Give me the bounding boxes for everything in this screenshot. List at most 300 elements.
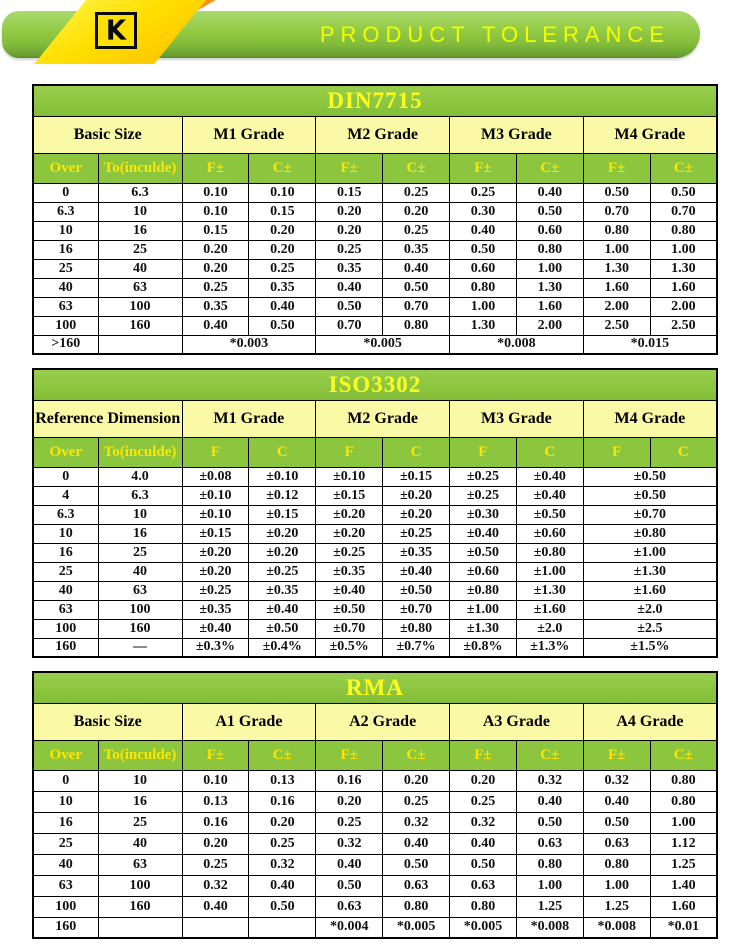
table-cell: 0.10 [249, 183, 316, 202]
table-cell: 0.20 [316, 221, 383, 240]
table-cell: 0.32 [383, 812, 450, 833]
column-group-header: M3 Grade [450, 116, 584, 153]
table-cell: 2.00 [583, 297, 650, 316]
table-cell: ±0.12 [249, 486, 316, 505]
table-cell: 0.20 [450, 770, 517, 791]
table-cell: 0.25 [182, 854, 249, 875]
table-cell: *0.005 [316, 335, 450, 354]
table-cell: 0.13 [249, 770, 316, 791]
table-title: DIN7715 [33, 85, 717, 116]
column-group-header: Basic Size [33, 703, 182, 740]
table-cell: 1.30 [516, 278, 583, 297]
table-cell: 40 [33, 581, 98, 600]
table-cell: 0.25 [316, 240, 383, 259]
table-row [33, 600, 717, 619]
table-cell: 63 [33, 875, 98, 896]
table-cell: 0.10 [182, 202, 249, 221]
table-cell: 0 [33, 770, 98, 791]
table-row [33, 770, 717, 791]
logo-k-mark [95, 12, 137, 49]
table-cell: 6.3 [98, 486, 182, 505]
table-cell: 0.20 [249, 221, 316, 240]
table-cell: ±0.15 [249, 505, 316, 524]
column-header: C± [383, 740, 450, 770]
table-cell: 16 [33, 812, 98, 833]
table-cell: ±0.15 [182, 524, 249, 543]
table-cell: ±0.10 [316, 467, 383, 486]
table-cell: 2.00 [516, 316, 583, 335]
column-header: F± [450, 740, 517, 770]
table-cell: 0.40 [583, 791, 650, 812]
table-cell: 1.00 [516, 259, 583, 278]
table-cell: 0.35 [249, 278, 316, 297]
column-header: To(inculde) [98, 153, 182, 183]
table-cell: 0.10 [182, 770, 249, 791]
table-cell: ±0.40 [316, 581, 383, 600]
table-cell: 0.40 [383, 259, 450, 278]
table-cell: 160 [33, 638, 98, 657]
table-cell: ±2.5 [583, 619, 717, 638]
table-cell: 100 [33, 896, 98, 917]
table-row [33, 854, 717, 875]
table-cell: 0.70 [583, 202, 650, 221]
table-cell: 0.25 [450, 183, 517, 202]
table-cell: ±2.0 [516, 619, 583, 638]
table-row [33, 638, 717, 657]
table-cell: ±0.15 [316, 486, 383, 505]
table-title: RMA [33, 672, 717, 703]
table-cell [98, 917, 182, 938]
din7715-table [32, 84, 718, 355]
column-header: F± [583, 153, 650, 183]
table-cell: ±1.30 [583, 562, 717, 581]
table-cell: 1.25 [583, 896, 650, 917]
table-cell: ±0.40 [383, 562, 450, 581]
table-cell: ±0.25 [450, 467, 517, 486]
table-row [33, 833, 717, 854]
table-cell: 0.40 [516, 183, 583, 202]
table-cell: 0.25 [383, 221, 450, 240]
table-cell: 0.25 [450, 791, 517, 812]
table-cell: 0.35 [383, 240, 450, 259]
table-cell: ±0.40 [249, 600, 316, 619]
table-cell: ±0.20 [182, 562, 249, 581]
table-cell: 0.32 [182, 875, 249, 896]
column-header: F [450, 437, 517, 467]
table-cell: 0.35 [316, 259, 383, 278]
table-cell: 0.50 [450, 854, 517, 875]
table-cell: ±0.50 [450, 543, 517, 562]
table-row [33, 297, 717, 316]
column-header: To(inculde) [98, 740, 182, 770]
table-cell: 160 [98, 316, 182, 335]
table-row [33, 896, 717, 917]
table-row [33, 183, 717, 202]
table-cell: 0.16 [249, 791, 316, 812]
column-header: C± [516, 740, 583, 770]
table-row [33, 202, 717, 221]
column-header: F± [316, 153, 383, 183]
table-cell: 1.00 [583, 875, 650, 896]
table-cell: 0.20 [383, 770, 450, 791]
table-cell: 0.80 [450, 278, 517, 297]
table-cell: 0.50 [450, 240, 517, 259]
table-cell: 1.00 [650, 812, 717, 833]
table-cell: 100 [33, 316, 98, 335]
table-cell: ±1.60 [583, 581, 717, 600]
table-cell: ±0.10 [249, 467, 316, 486]
table-cell: 0.50 [516, 812, 583, 833]
table-cell: ±0.80 [583, 524, 717, 543]
table-cell: 0.50 [249, 316, 316, 335]
table-cell: 10 [33, 791, 98, 812]
table-cell: 0.30 [450, 202, 517, 221]
table-cell: ±0.25 [182, 581, 249, 600]
table-cell: 0.63 [316, 896, 383, 917]
table-cell: ±1.30 [516, 581, 583, 600]
table-cell [249, 917, 316, 938]
table-cell: 0.40 [450, 833, 517, 854]
table-cell: ±0.25 [249, 562, 316, 581]
table-cell: ±0.3% [182, 638, 249, 657]
table-cell: ±1.30 [450, 619, 517, 638]
table-cell: 40 [33, 854, 98, 875]
table-cell: 0.70 [383, 297, 450, 316]
column-header-row [33, 437, 717, 467]
table-cell: ±0.5% [316, 638, 383, 657]
table-cell: 0.15 [182, 221, 249, 240]
table-cell: *0.008 [450, 335, 584, 354]
table-cell: 6.3 [98, 183, 182, 202]
table-cell: 0.80 [383, 316, 450, 335]
table-cell: 1.40 [650, 875, 717, 896]
table-cell: 0.25 [249, 833, 316, 854]
group-header-row [33, 703, 717, 740]
column-header: C± [249, 153, 316, 183]
table-cell: 16 [33, 240, 98, 259]
table-title: ISO3302 [33, 369, 717, 400]
table-cell: 2.00 [650, 297, 717, 316]
table-cell: 1.12 [650, 833, 717, 854]
table-title-row [33, 85, 717, 116]
table-cell: 0.50 [383, 854, 450, 875]
table-cell: *0.003 [182, 335, 316, 354]
table-cell: 1.60 [650, 896, 717, 917]
page-header [0, 0, 750, 80]
table-cell: 16 [33, 543, 98, 562]
table-cell: 0.16 [316, 770, 383, 791]
table-cell: 0.35 [182, 297, 249, 316]
table-cell: 0.40 [182, 896, 249, 917]
table-cell: 25 [33, 562, 98, 581]
table-cell: ±0.35 [182, 600, 249, 619]
table-cell: ±0.10 [182, 505, 249, 524]
rma-table [32, 671, 718, 939]
table-cell: 0.20 [182, 259, 249, 278]
column-header: F± [450, 153, 517, 183]
table-row [33, 240, 717, 259]
column-header: F [583, 437, 650, 467]
table-cell: 0.80 [516, 240, 583, 259]
table-cell [98, 335, 182, 354]
table-cell: 0.63 [450, 875, 517, 896]
table-cell: *0.008 [516, 917, 583, 938]
table-cell: 0.50 [316, 297, 383, 316]
table-cell: ±0.20 [249, 524, 316, 543]
table-cell: ±0.15 [383, 467, 450, 486]
table-row [33, 619, 717, 638]
table-cell: 1.60 [583, 278, 650, 297]
table-row [33, 278, 717, 297]
column-group-header: A2 Grade [316, 703, 450, 740]
table-cell: ±0.25 [316, 543, 383, 562]
table-cell: ±0.10 [182, 486, 249, 505]
column-group-header: A1 Grade [182, 703, 316, 740]
table-cell: 0.40 [316, 278, 383, 297]
column-header: F [316, 437, 383, 467]
table-cell: ±1.60 [516, 600, 583, 619]
table-cell: ±0.50 [583, 467, 717, 486]
table-cell: 2.50 [650, 316, 717, 335]
table-cell: 40 [98, 833, 182, 854]
table-row [33, 467, 717, 486]
table-row [33, 543, 717, 562]
table-cell: 0.80 [450, 896, 517, 917]
table-cell: 40 [98, 562, 182, 581]
column-header: F± [182, 153, 249, 183]
table-cell: ±0.50 [316, 600, 383, 619]
table-cell: *0.004 [316, 917, 383, 938]
table-cell: 0.40 [182, 316, 249, 335]
table-cell: 0.20 [182, 240, 249, 259]
table-cell: 0.20 [316, 202, 383, 221]
column-group-header: M2 Grade [316, 116, 450, 153]
column-header: C± [650, 153, 717, 183]
table-cell: *0.005 [450, 917, 517, 938]
table-cell: 0.63 [383, 875, 450, 896]
table-cell: 0.60 [516, 221, 583, 240]
table-cell: 1.00 [450, 297, 517, 316]
table-cell: ±0.40 [516, 486, 583, 505]
table-cell: 0.80 [516, 854, 583, 875]
table-cell: 10 [33, 221, 98, 240]
table-cell: 0.25 [383, 183, 450, 202]
table-cell: 0.63 [583, 833, 650, 854]
table-cell: 0.63 [516, 833, 583, 854]
table-cell: ±1.00 [583, 543, 717, 562]
table-cell: ±0.80 [383, 619, 450, 638]
table-cell: ±0.20 [316, 505, 383, 524]
table-cell: 0.50 [516, 202, 583, 221]
table-cell: >160 [33, 335, 98, 354]
table-cell: ±0.40 [516, 467, 583, 486]
table-cell: *0.005 [383, 917, 450, 938]
table-cell: ±0.60 [450, 562, 517, 581]
column-group-header: A4 Grade [583, 703, 717, 740]
table-cell: 0.50 [316, 875, 383, 896]
table-cell: 1.25 [516, 896, 583, 917]
table-cell: 1.00 [516, 875, 583, 896]
column-group-header: Reference Dimension [33, 400, 182, 437]
table-cell: 100 [33, 619, 98, 638]
table-row [33, 791, 717, 812]
logo-letter: K [105, 14, 127, 47]
table-cell: ±0.25 [450, 486, 517, 505]
column-group-header: A3 Grade [450, 703, 584, 740]
table-cell: 1.00 [650, 240, 717, 259]
column-header: To(inculde) [98, 437, 182, 467]
group-header-row [33, 400, 717, 437]
table-row [33, 335, 717, 354]
column-group-header: M4 Grade [583, 116, 717, 153]
table-cell: 0 [33, 183, 98, 202]
table-cell: 10 [98, 505, 182, 524]
table-cell: 0.40 [516, 791, 583, 812]
table-cell: 0.10 [182, 183, 249, 202]
table-cell: 0.50 [383, 278, 450, 297]
column-header: C± [249, 740, 316, 770]
table-row [33, 316, 717, 335]
column-group-header: Basic Size [33, 116, 182, 153]
column-header-row [33, 740, 717, 770]
table-cell: 0.40 [450, 221, 517, 240]
table-cell: 25 [98, 543, 182, 562]
table-row [33, 917, 717, 938]
table-cell: 0.80 [583, 854, 650, 875]
table-cell: — [98, 638, 182, 657]
table-cell: ±0.50 [516, 505, 583, 524]
table-cell: 0.40 [316, 854, 383, 875]
table-cell: 1.25 [650, 854, 717, 875]
table-cell: 0.60 [450, 259, 517, 278]
table-cell: 0.80 [650, 791, 717, 812]
table-cell: 25 [33, 833, 98, 854]
table-cell: ±0.70 [383, 600, 450, 619]
table-cell: 0.20 [182, 833, 249, 854]
table-cell: 0.20 [383, 202, 450, 221]
column-header-row [33, 153, 717, 183]
table-cell: ±1.00 [450, 600, 517, 619]
table-cell: ±0.20 [383, 505, 450, 524]
table-cell: ±0.8% [450, 638, 517, 657]
table-cell: ±0.40 [182, 619, 249, 638]
column-group-header: M3 Grade [450, 400, 584, 437]
table-cell: ±2.0 [583, 600, 717, 619]
table-cell: ±0.35 [316, 562, 383, 581]
column-header: C± [383, 153, 450, 183]
table-cell: 6.3 [33, 505, 98, 524]
table-cell: 10 [33, 524, 98, 543]
table-cell: 40 [33, 278, 98, 297]
table-cell: 0.80 [650, 770, 717, 791]
table-cell: ±0.40 [450, 524, 517, 543]
column-header: F± [316, 740, 383, 770]
table-title-row [33, 672, 717, 703]
table-cell: ±1.00 [516, 562, 583, 581]
table-cell: 0.16 [182, 812, 249, 833]
table-cell: 0.15 [249, 202, 316, 221]
table-cell: 63 [98, 581, 182, 600]
table-cell: 100 [98, 875, 182, 896]
table-cell: 25 [33, 259, 98, 278]
column-group-header: M2 Grade [316, 400, 450, 437]
table-cell: 0.32 [249, 854, 316, 875]
table-cell: 0.20 [249, 240, 316, 259]
table-cell: 16 [98, 221, 182, 240]
table-cell: 0.32 [583, 770, 650, 791]
table-cell: 2.50 [583, 316, 650, 335]
table-cell: 6.3 [33, 202, 98, 221]
table-cell: 1.60 [516, 297, 583, 316]
page-title: PRODUCT TOLERANCE [319, 21, 670, 47]
table-cell: ±0.50 [583, 486, 717, 505]
table-cell: ±0.4% [249, 638, 316, 657]
table-cell: 1.60 [650, 278, 717, 297]
table-cell: ±0.70 [316, 619, 383, 638]
table-cell: ±0.80 [450, 581, 517, 600]
table-cell: ±0.35 [383, 543, 450, 562]
table-cell: 0.80 [583, 221, 650, 240]
table-row [33, 221, 717, 240]
column-group-header: M1 Grade [182, 400, 316, 437]
table-cell: 0.40 [249, 297, 316, 316]
table-row [33, 486, 717, 505]
column-header: C± [516, 153, 583, 183]
column-group-header: M4 Grade [583, 400, 717, 437]
table-cell: 0.25 [316, 812, 383, 833]
table-cell: ±0.20 [249, 543, 316, 562]
table-cell: ±0.50 [249, 619, 316, 638]
table-cell: ±0.7% [383, 638, 450, 657]
table-cell: 100 [98, 600, 182, 619]
table-cell: 1.30 [583, 259, 650, 278]
table-cell: 0.32 [316, 833, 383, 854]
table-cell: 10 [98, 770, 182, 791]
table-cell: 160 [33, 917, 98, 938]
table-cell: *0.008 [583, 917, 650, 938]
table-cell: 100 [98, 297, 182, 316]
table-cell: ±1.5% [583, 638, 717, 657]
table-cell: 1.30 [450, 316, 517, 335]
table-cell: ±0.70 [583, 505, 717, 524]
table-row [33, 505, 717, 524]
table-cell: ±0.50 [383, 581, 450, 600]
table-cell: 63 [98, 854, 182, 875]
table-cell: ±0.20 [316, 524, 383, 543]
group-header-row [33, 116, 717, 153]
table-cell: 10 [98, 202, 182, 221]
table-row [33, 259, 717, 278]
table-cell: ±0.80 [516, 543, 583, 562]
table-cell: 0.50 [249, 896, 316, 917]
table-row [33, 875, 717, 896]
table-cell: 0.80 [383, 896, 450, 917]
table-cell: 0.20 [249, 812, 316, 833]
column-header: Over [33, 740, 98, 770]
table-cell: 1.00 [583, 240, 650, 259]
table-cell: 160 [98, 896, 182, 917]
table-cell: 25 [98, 812, 182, 833]
table-cell: ±0.35 [249, 581, 316, 600]
column-header: Over [33, 153, 98, 183]
tolerance-tables [0, 84, 750, 952]
table-cell: ±0.25 [383, 524, 450, 543]
table-cell: 63 [33, 600, 98, 619]
column-header: C [516, 437, 583, 467]
table-row [33, 524, 717, 543]
column-header: F [182, 437, 249, 467]
table-cell: 1.30 [650, 259, 717, 278]
